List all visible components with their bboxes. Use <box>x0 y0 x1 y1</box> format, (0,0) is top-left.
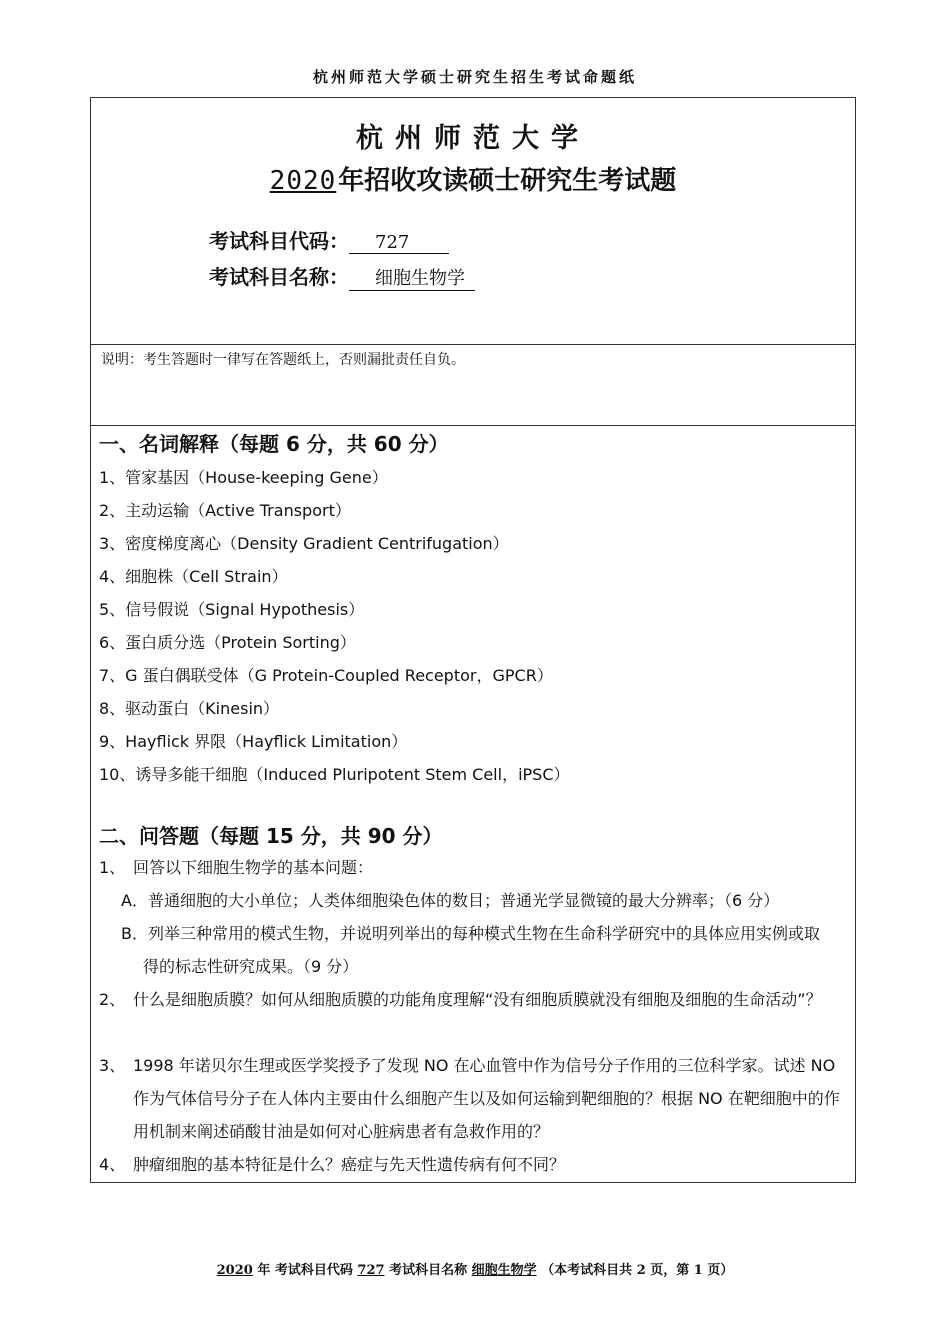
question-2 <box>99 983 849 1049</box>
term-item: 2、主动运输（Active Transport） <box>99 501 351 520</box>
university-title: 杭州师范大学 <box>356 123 590 154</box>
footer-text-2: 考试科目名称 <box>389 1263 468 1278</box>
exam-year: 2020 <box>269 166 337 196</box>
question-1 <box>99 851 849 884</box>
question-text: 肿瘤细胞的基本特征是什么？癌症与先天性遗传病有何不同？ <box>133 1155 566 1174</box>
question-1-part-a: A．普通细胞的大小单位；人类体细胞染色体的数目；普通光学显微镜的最大分辨率；（6 分） <box>121 891 780 910</box>
question-4 <box>99 1148 849 1181</box>
question-number: 1、 <box>99 858 126 877</box>
subject-name-row <box>209 261 475 291</box>
term-item: 7、G 蛋白偶联受体（G Protein-Coupled Receptor，GPCR） <box>99 666 553 685</box>
exam-frame <box>90 97 856 1183</box>
term-item: 4、细胞株（Cell Strain） <box>99 567 288 586</box>
footer-page-info: （本考试科目共 2 页，第 1 页） <box>541 1263 734 1278</box>
term-item: 6、蛋白质分选（Protein Sorting） <box>99 633 356 652</box>
subject-code-row <box>209 225 449 254</box>
instruction-note: 说明：考生答题时一律写在答题纸上，否则漏批责任自负。 <box>101 352 465 368</box>
term-item: 1、管家基因（House-keeping Gene） <box>99 468 388 487</box>
subject-code-label: 考试科目代码： <box>209 229 349 253</box>
question-text: 什么是细胞质膜？如何从细胞质膜的功能角度理解“没有细胞质膜就没有细胞及细胞的生命活动”？ <box>133 990 822 1009</box>
instruction-block <box>91 345 855 426</box>
footer-text-1: 年 考试科目代码 <box>257 1263 353 1278</box>
subject-name-value: 细胞生物学 <box>349 264 475 291</box>
page-footer <box>0 1259 950 1278</box>
footer-code: 727 <box>357 1263 385 1278</box>
term-item: 8、驱动蛋白（Kinesin） <box>99 699 280 718</box>
footer-year: 2020 <box>216 1263 253 1278</box>
question-3 <box>99 1049 849 1148</box>
subject-code-value: 727 <box>349 232 449 254</box>
question-number: 2、 <box>99 990 126 1009</box>
page-banner: 杭州师范大学硕士研究生招生考试命题纸 <box>312 68 637 86</box>
question-text: 1998 年诺贝尔生理或医学奖授予了发现 NO 在心血管中作为信号分子作用的三位科学家。试述 NO 作为气体信号分子在人体内主要由什么细胞产生以及如何运输到靶细胞的？根据 NO 在靶细胞中的作用机制来阐述硝酸甘油是如何对心脏病患者有急救作用的？ <box>133 1056 840 1141</box>
footer-subject-name: 细胞生物学 <box>471 1263 537 1278</box>
term-item: 9、Hayflick 界限（Hayflick Limitation） <box>99 732 408 751</box>
question-number: 4、 <box>99 1155 126 1174</box>
term-item: 10、诱导多能干细胞（Induced Pluripotent Stem Cell，iPSC） <box>99 765 570 784</box>
term-item: 3、密度梯度离心（Density Gradient Centrifugation） <box>99 534 509 553</box>
subject-name-label: 考试科目名称： <box>209 265 349 289</box>
question-number: 3、 <box>99 1056 126 1075</box>
section1-title: 一、名词解释（每题 6 分，共 60 分） <box>99 432 449 456</box>
term-item: 5、信号假说（Signal Hypothesis） <box>99 600 365 619</box>
question-1-part-b: B．列举三种常用的模式生物，并说明列举出的每种模式生物在生命科学研究中的具体应用实例或取 <box>121 924 820 943</box>
question-1-part-b-cont: 得的标志性研究成果。（9 分） <box>143 957 359 976</box>
exam-header <box>91 98 855 345</box>
exam-title <box>91 160 855 197</box>
question-text: 回答以下细胞生物学的基本问题： <box>133 858 374 877</box>
section2-title: 二、问答题（每题 15 分，共 90 分） <box>99 824 443 848</box>
exam-title-text: 年招收攻读硕士研究生考试题 <box>338 166 677 196</box>
